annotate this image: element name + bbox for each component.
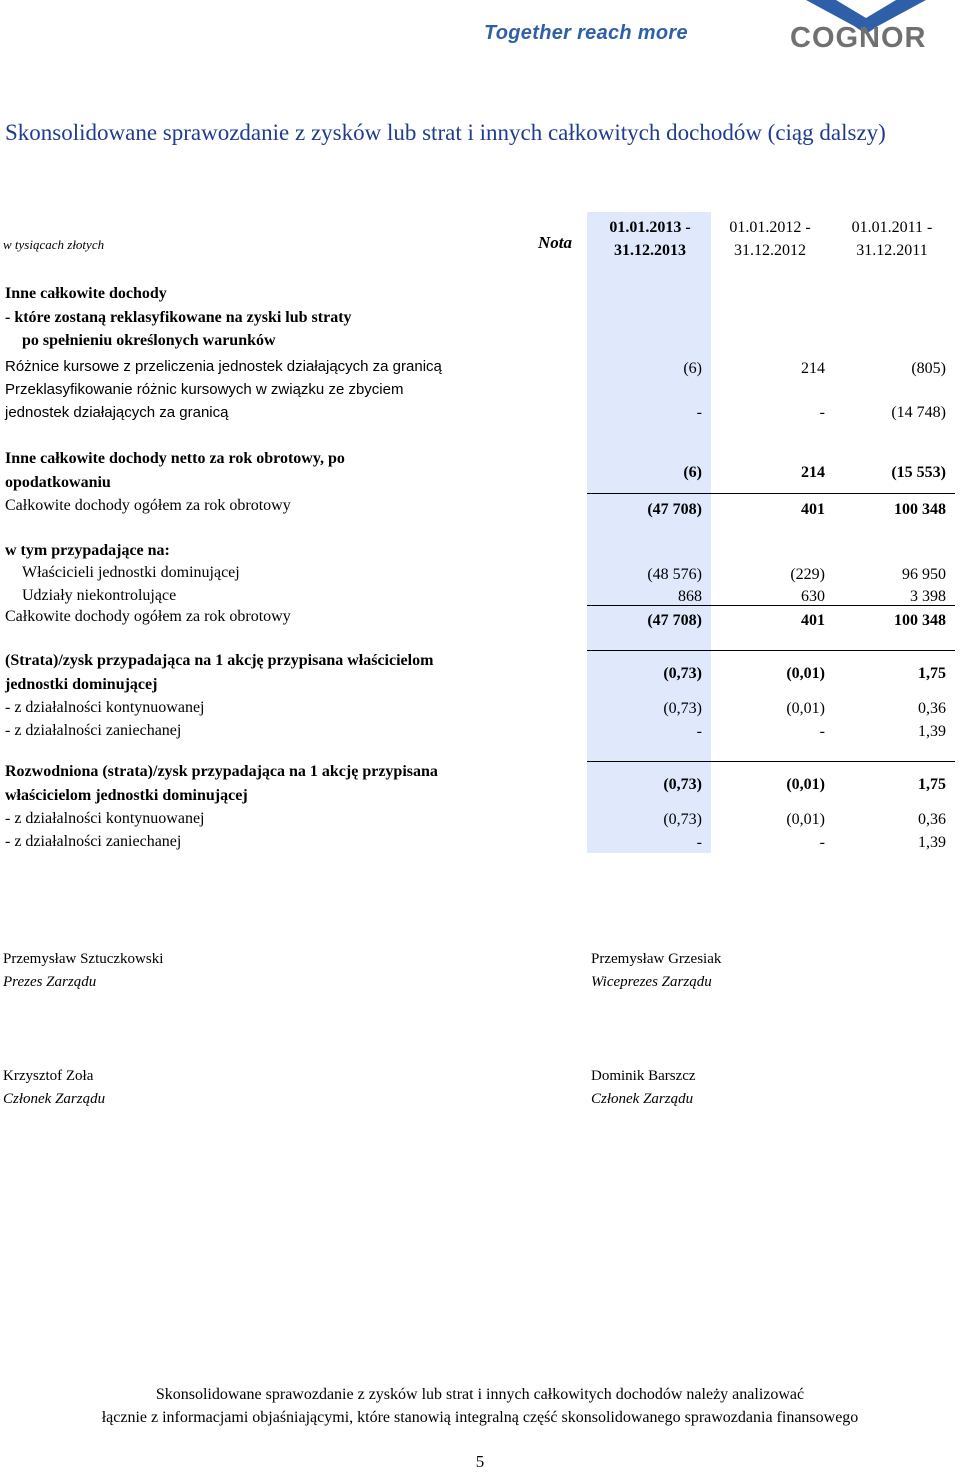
row-label-eps-discontinued: - z działalności zaniechanej	[5, 722, 182, 739]
value-nci-2011: 3 398	[910, 588, 946, 605]
footer-note-line2: łącznie z informacjami objaśniającymi, które stanowią integralną część skonsolidowanego sprawozdania finansowego	[101, 1409, 859, 1426]
value-reclass-2012: -	[819, 404, 825, 421]
period-header-2011: 01.01.2011 - 31.12.2011	[851, 219, 933, 259]
value-eps-2012: (0,01)	[786, 665, 825, 682]
value-parent-2013: (48 576)	[647, 566, 702, 583]
row-label-diluted-eps-cont: właścicielom jednostki dominującej	[5, 787, 248, 804]
value-parent-2012: (229)	[790, 566, 825, 583]
value-nci-2012: 630	[801, 588, 825, 605]
value-total-2012: 401	[801, 501, 825, 518]
row-label-non-controlling: Udziały niekontrolujące	[22, 587, 177, 604]
value-eps-cont-2012: (0,01)	[786, 700, 825, 717]
unit-label: w tysiącach złotych	[3, 237, 105, 252]
value-nci-2013: 868	[678, 588, 702, 605]
value-reclass-2013: -	[696, 404, 702, 421]
section-heading-attributable: w tym przypadające na:	[5, 542, 170, 559]
row-label-fx-differences: Różnice kursowe z przeliczenia jednostek działających za granicą	[5, 358, 442, 375]
row-label-net-other-income: Inne całkowite dochody netto za rok obrotowy, po	[5, 450, 345, 467]
value-eps-disc-2012: -	[819, 723, 825, 740]
row-label-parent-owners: Właścicieli jednostki dominującej	[22, 564, 240, 581]
value-deps-cont-2013: (0,73)	[663, 811, 702, 828]
signatory-role: Członek Zarządu	[591, 1091, 694, 1107]
value-eps-disc-2011: 1,39	[918, 723, 946, 740]
row-label-net-other-income-cont: opodatkowaniu	[5, 474, 111, 491]
value-deps-2013: (0,73)	[663, 776, 702, 793]
value-parent-2011: 96 950	[902, 566, 946, 583]
value-net-other-2013: (6)	[683, 464, 702, 481]
value-fx-2012: 214	[801, 360, 825, 377]
value-total2-2011: 100 348	[894, 612, 946, 629]
divider-line	[587, 605, 955, 606]
value-deps-disc-2013: -	[696, 834, 702, 851]
row-label-reclassification: Przeklasyfikowanie różnic kursowych w związku ze zbyciem	[5, 381, 404, 398]
signatory-name: Przemysław Sztuczkowski	[3, 951, 164, 967]
divider-line	[587, 761, 955, 762]
value-total2-2013: (47 708)	[647, 612, 702, 629]
value-eps-2013: (0,73)	[663, 665, 702, 682]
signatory-role: Członek Zarządu	[3, 1091, 106, 1107]
period-header-2013: 01.01.2013 - 31.12.2013	[609, 219, 691, 259]
value-eps-2011: 1,75	[918, 665, 946, 682]
row-label-diluted-eps: Rozwodniona (strata)/zysk przypadająca na 1 akcję przypisana	[5, 763, 438, 780]
section-subheading: - które zostaną reklasyfikowane na zyski lub straty	[5, 309, 352, 326]
period-header-2012: 01.01.2012 - 31.12.2012	[729, 219, 811, 259]
value-deps-disc-2012: -	[819, 834, 825, 851]
value-total-2011: 100 348	[894, 501, 946, 518]
divider-line	[587, 493, 955, 494]
value-deps-2012: (0,01)	[786, 776, 825, 793]
page-number: 5	[475, 1452, 485, 1471]
signatory-name: Krzysztof Zoła	[3, 1068, 94, 1084]
company-tagline: Together reach more	[484, 22, 688, 44]
column-2013-background	[587, 212, 711, 853]
signatory-role: Prezes Zarządu	[3, 974, 97, 990]
section-subheading-cont: po spełnieniu określonych warunków	[22, 332, 276, 349]
row-label-reclassification-cont: jednostek działających za granicą	[5, 404, 229, 421]
value-total2-2012: 401	[801, 612, 825, 629]
row-label-total-income: Całkowite dochody ogółem za rok obrotowy	[5, 497, 291, 514]
row-label-eps: (Strata)/zysk przypadająca na 1 akcję przypisana właścicielom	[5, 652, 434, 669]
value-deps-cont-2012: (0,01)	[786, 811, 825, 828]
value-reclass-2011: (14 748)	[891, 404, 946, 421]
divider-line	[587, 650, 955, 651]
value-eps-disc-2013: -	[696, 723, 702, 740]
row-label-deps-discontinued: - z działalności zaniechanej	[5, 833, 182, 850]
value-deps-cont-2011: 0,36	[918, 811, 946, 828]
note-column-header: Nota	[538, 233, 572, 252]
signatory-name: Przemysław Grzesiak	[591, 951, 722, 967]
row-label-eps-continuing: - z działalności kontynuowanej	[5, 699, 205, 716]
signatory-role: Wiceprezes Zarządu	[591, 974, 712, 990]
row-label-deps-continuing: - z działalności kontynuowanej	[5, 810, 205, 827]
value-fx-2011: (805)	[911, 360, 946, 377]
signatory-name: Dominik Barszcz	[591, 1068, 696, 1084]
value-net-other-2012: 214	[801, 464, 825, 481]
value-eps-cont-2011: 0,36	[918, 700, 946, 717]
cognor-logo-text: COGNOR	[790, 22, 927, 54]
row-label-eps-cont: jednostki dominującej	[5, 676, 158, 693]
value-total-2013: (47 708)	[647, 501, 702, 518]
value-deps-2011: 1,75	[918, 776, 946, 793]
value-eps-cont-2013: (0,73)	[663, 700, 702, 717]
value-fx-2013: (6)	[683, 360, 702, 377]
value-net-other-2011: (15 553)	[891, 464, 946, 481]
value-deps-disc-2011: 1,39	[918, 834, 946, 851]
footer-note-line1: Skonsolidowane sprawozdanie z zysków lub strat i innych całkowitych dochodów należy analizować	[155, 1386, 805, 1403]
page-title: Skonsolidowane sprawozdanie z zysków lub strat i innych całkowitych dochodów (ciąg dalszy)	[5, 120, 886, 145]
section-heading-other-income: Inne całkowite dochody	[5, 285, 167, 302]
row-label-total-income-2: Całkowite dochody ogółem za rok obrotowy	[5, 608, 291, 625]
